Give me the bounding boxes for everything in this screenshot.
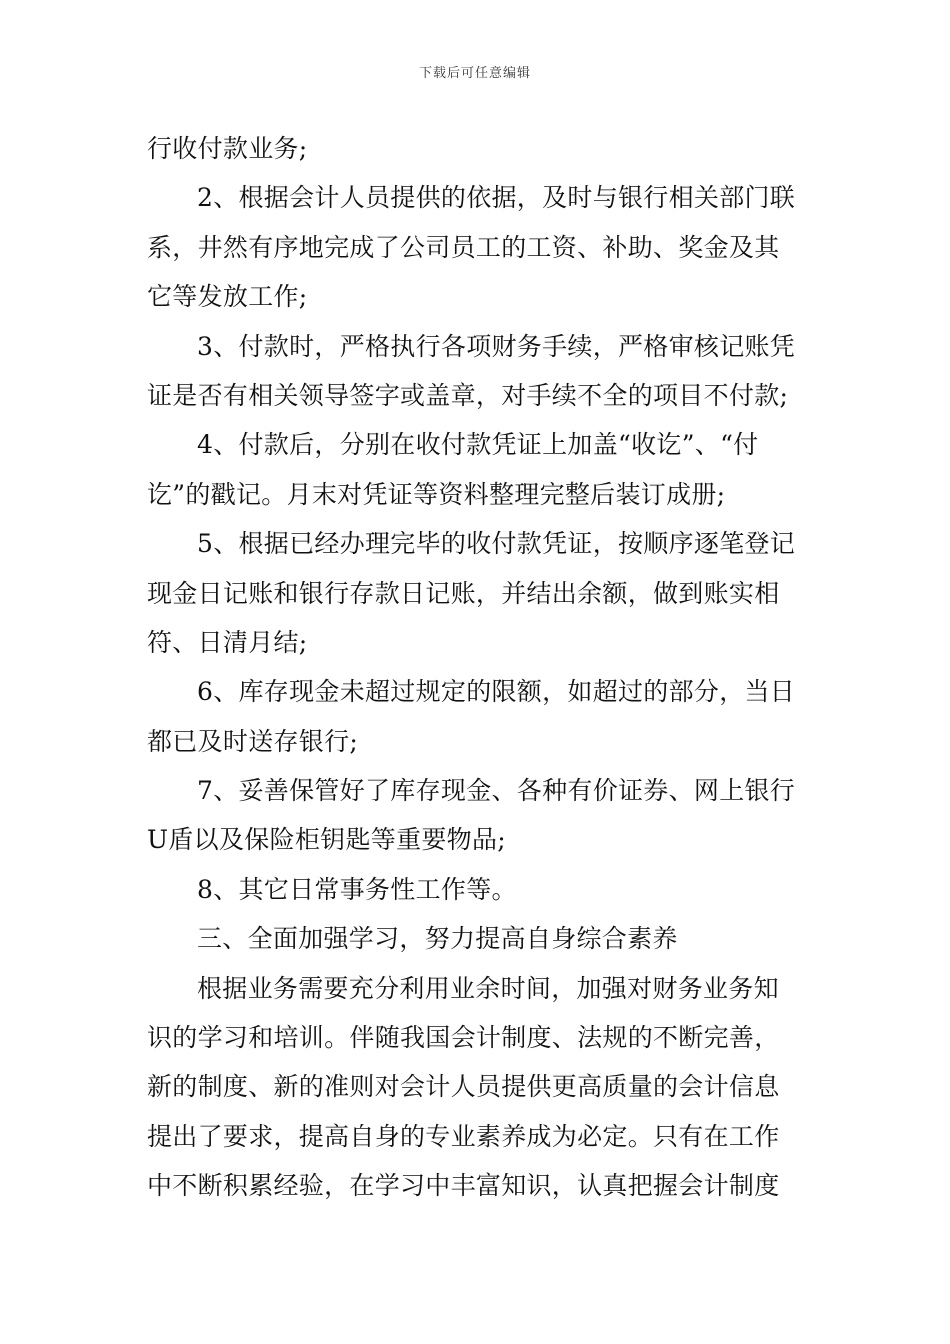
text-line: 它等发放工作; (147, 282, 308, 312)
text-line: 都已及时送存银行; (147, 726, 359, 756)
text-line: 行收付款业务; (147, 134, 308, 163)
text-line: 系，井然有序地完成了公司员工的工资、补助、奖金及其 (147, 232, 780, 262)
text-line: 5、根据已经办理完毕的收付款凭证，按顺序逐笔登记 (197, 529, 796, 559)
text-line: 符、日清月结; (147, 627, 308, 657)
text-line: U盾以及保险柜钥匙等重要物品; (147, 825, 506, 855)
text-line: 现金日记账和银行存款日记账，并结出余额，做到账实相 (147, 578, 780, 608)
text-line: 根据业务需要充分利用业余时间，加强对财务业务知 (197, 973, 779, 1003)
page-header: 下载后可任意编辑 (418, 66, 531, 81)
text-line: 提出了要求，提高自身的专业素养成为必定。只有在工作 (147, 1121, 780, 1151)
text-line: 讫”的戳记。月末对凭证等资料整理完整后装订成册; (147, 479, 726, 509)
text-line: 证是否有相关领导签字或盖章，对手续不全的项目不付款; (147, 380, 789, 410)
text-line: 三、全面加强学习，努力提高自身综合素养 (197, 924, 678, 954)
text-line: 4、付款后，分别在收付款凭证上加盖“收讫”、“付 (197, 430, 759, 460)
text-line: 7、妥善保管好了库存现金、各种有价证券、网上银行 (197, 776, 796, 806)
text-line: 3、付款时，严格执行各项财务手续，严格审核记账凭 (197, 331, 796, 361)
text-line: 新的制度、新的准则对会计人员提供更高质量的会计信息 (147, 1072, 780, 1102)
text-line: 识的学习和培训。伴随我国会计制度、法规的不断完善， (147, 1023, 780, 1053)
document-body (147, 124, 807, 1211)
text-line: 2、根据会计人员提供的依据，及时与银行相关部门联 (197, 183, 796, 213)
text-line: 8、其它日常事务性工作等。 (197, 874, 517, 904)
text-line: 6、库存现金未超过规定的限额，如超过的部分，当日 (197, 677, 796, 707)
text-line: 中不断积累经验，在学习中丰富知识，认真把握会计制度 (147, 1171, 780, 1201)
